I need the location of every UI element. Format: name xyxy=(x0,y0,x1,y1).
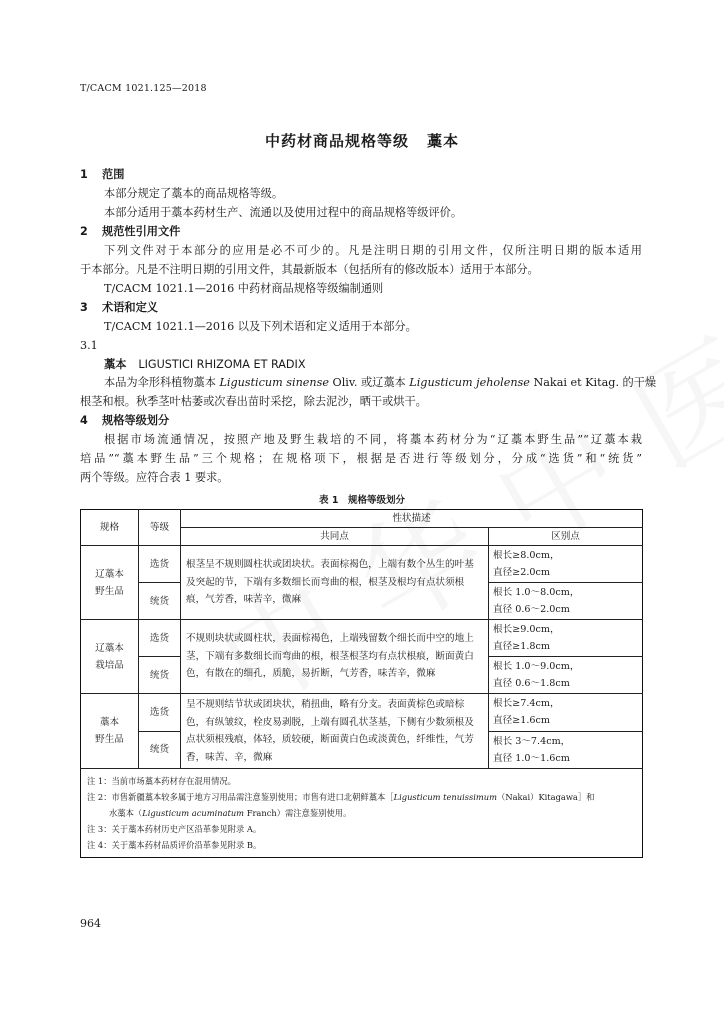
common-cell: 呈不规则结节状或团块状，稍扭曲，略有分支。表面黄棕色或暗棕色，有纵皱纹，栓皮易剥脱，上端有圆孔状茎基，下侧有少数须根及点状须根残痕，体轻，质较硬，断面黄白色或淡黄色，纤维性，气芳香，味苦、辛，微麻 xyxy=(181,694,489,769)
grade-cell: 统货 xyxy=(139,583,181,620)
term-heading: 藁本 LIGUSTICI RHIZOMA ET RADIX xyxy=(104,358,306,371)
section-2-heading: 2 规范性引用文件 xyxy=(80,225,181,238)
note-3: 注 3：关于藁本药材历史产区沿革参见附录 A。 xyxy=(87,824,262,834)
grade-cell: 选货 xyxy=(139,546,181,583)
diff-cell: 根长 1.0～8.0cm， 直径 0.6～2.0cm xyxy=(489,583,643,620)
table-row xyxy=(81,694,643,732)
diff-cell: 根长≥7.4cm， 直径≥1.6cm xyxy=(489,694,643,732)
standard-number: T/CACM 1021.125—2018 xyxy=(80,83,207,94)
note-4: 注 4：关于藁本药材品质评价沿革参见附录 B。 xyxy=(87,840,262,850)
section-1-para-2: 本部分适用于藁本药材生产、流通以及使用过程中的商品规格等级评价。 xyxy=(104,206,463,219)
grade-cell: 选货 xyxy=(139,694,181,732)
section-1-para-1: 本部分规定了藁本的商品规格等级。 xyxy=(104,187,284,200)
diff-cell: 根长 3～7.4cm， 直径 1.0～1.6cm xyxy=(489,731,643,769)
section-2-para-1-line-1: 下列文件对于本部分的应用是必不可少的。凡是注明日期的引用文件，仅所注明日期的版本适用 xyxy=(104,244,642,257)
section-4-para-line-3: 两个等级。应符合表 1 要求。 xyxy=(80,471,229,484)
grade-cell: 选货 xyxy=(139,620,181,657)
spec-cell: 辽藁本 栽培品 xyxy=(81,620,139,694)
common-cell: 不规则块状或圆柱状，表面棕褐色，上端残留数个细长而中空的地上茎，下端有多数细长而弯曲的根，根茎根茎均有点状根痕，断面黄白色，有散在的细孔，质脆，易折断，气芳香，味苦辛，微麻 xyxy=(181,620,489,694)
table-row xyxy=(81,620,643,657)
header-spec: 规格 xyxy=(81,510,139,546)
spec-cell: 辽藁本 野生品 xyxy=(81,546,139,620)
section-4-para-line-2: 培品”“藁本野生品”三个规格；在规格项下，根据是否进行等级划分，分成“选货”和“统货” xyxy=(80,452,642,465)
section-1-heading: 1 范围 xyxy=(80,168,125,181)
page-title xyxy=(0,130,724,151)
title-part2: 藁本 xyxy=(427,132,460,150)
section-4-para-line-1: 根据市场流通情况，按照产地及野生栽培的不同，将藁本药材分为“辽藁本野生品”“辽藁本栽 xyxy=(104,433,642,446)
table-title: 表 1 规格等级划分 xyxy=(319,495,405,506)
grade-cell: 统货 xyxy=(139,657,181,694)
diff-cell: 根长≥8.0cm， 直径≥2.0cm xyxy=(489,546,643,583)
page-number: 964 xyxy=(80,917,101,930)
header-grade: 等级 xyxy=(139,510,181,546)
diff-cell: 根长 1.0～9.0cm， 直径 0.6～1.8cm xyxy=(489,657,643,694)
note-2: 注 2：市售新疆藁本较多属于地方习用品需注意鉴别使用；市售有进口北朝鲜藁本［Ligusticum tenuissimum（Nakai）Kitagawa］和 xyxy=(87,792,595,802)
section-3-1-number: 3.1 xyxy=(80,339,98,352)
header-diff: 区别点 xyxy=(489,528,643,546)
section-3-heading: 3 术语和定义 xyxy=(80,301,158,314)
grade-cell: 统货 xyxy=(139,731,181,769)
section-2-reference: T/CACM 1021.1—2016 中药材商品规格等级编制通则 xyxy=(104,282,384,295)
section-3-para-1: T/CACM 1021.1—2016 以及下列术语和定义适用于本部分。 xyxy=(104,320,417,333)
table-notes xyxy=(81,769,643,858)
note-1: 注 1：当前市场藁本药材存在混用情况。 xyxy=(87,776,236,786)
header-desc: 性状描述 xyxy=(181,510,643,528)
spec-cell: 藁本 野生品 xyxy=(81,694,139,769)
table-row xyxy=(81,546,643,583)
term-definition-line-2: 根茎和根。秋季茎叶枯萎或次春出苗时采挖，除去泥沙，晒干或烘干。 xyxy=(80,395,427,408)
common-cell: 根茎呈不规则圆柱状或团块状。表面棕褐色，上端有数个丛生的叶基及突起的节，下端有多数细长而弯曲的根，根茎及根均有点状须根痕，气芳香，味苦辛，微麻 xyxy=(181,546,489,620)
title-part1: 中药材商品规格等级 xyxy=(264,132,409,150)
section-2-para-1-line-2: 于本部分。凡是不注明日期的引用文件，其最新版本（包括所有的修改版本）适用于本部分。 xyxy=(80,263,539,276)
diff-cell: 根长≥9.0cm， 直径≥1.8cm xyxy=(489,620,643,657)
note-2-cont: 水藁本（Ligusticum acuminatum Franch）需注意鉴别使用。 xyxy=(109,808,352,818)
grade-table xyxy=(80,509,643,858)
term-definition-line-1: 本品为伞形科植物藁本 Ligusticum sinense Oliv. 或辽藁本 Ligusticum jeholense Nakai et Kitag. 的干燥 xyxy=(104,376,657,389)
section-4-heading: 4 规格等级划分 xyxy=(80,414,170,427)
header-common: 共同点 xyxy=(181,528,489,546)
